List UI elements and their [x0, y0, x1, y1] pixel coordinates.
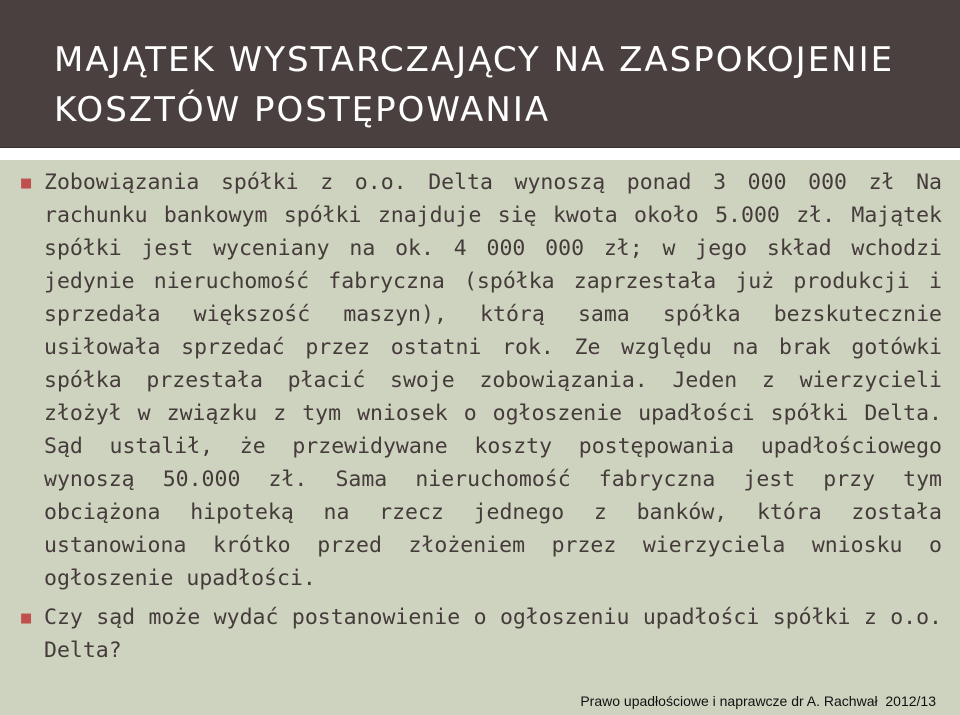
square-bullet-icon: ■	[20, 176, 33, 191]
title-bar	[0, 0, 960, 148]
footer-term: 2012/13	[885, 693, 936, 709]
bullet-list	[20, 166, 942, 673]
square-bullet-icon: ■	[20, 611, 33, 626]
content-area	[0, 160, 960, 715]
bullet-item-case	[20, 166, 942, 595]
bullet-text: Zobowiązania spółki z o.o. Delta wynoszą ponad 3 000 000 zł Na rachunku bankowym spółki znajduje się kwota około 5.000 zł. Majątek spółki jest wyceniany na ok. 4 000 000 zł; w jego skład wchodzi jedynie nieruchomość fabryczna (spółka zaprzestała już produkcji i sprzedała większość maszyn), którą sama spółka bezskutecznie usiłowała sprzedać przez ostatni rok. Ze względu na brak gotówki spółka przestała płacić swoje zobowiązania. Jeden z wierzycieli złożył w związku z tym wniosek o ogłoszenie upadłości spółki Delta. Sąd ustalił, że przewidywane koszty postępowania upadłościowego wynoszą 50.000 zł. Sama nieruchomość fabryczna jest przy tym obciążona hipoteką na rzecz jednego z banków, która została ustanowiona krótko przed złożeniem przez wierzyciela wniosku o ogłoszenie upadłości.	[44, 170, 942, 591]
bullet-item-question	[20, 601, 942, 667]
slide-title: MAJĄTEK WYSTARCZAJĄCY NA ZASPOKOJENIE KOSZTÓW POSTĘPOWANIA	[54, 40, 895, 130]
bullet-text: Czy sąd może wydać postanowienie o ogłoszeniu upadłości spółki z o.o. Delta?	[44, 605, 942, 663]
footer	[580, 693, 936, 709]
footer-course: Prawo upadłościowe i naprawcze dr A. Rachwał	[580, 693, 878, 709]
